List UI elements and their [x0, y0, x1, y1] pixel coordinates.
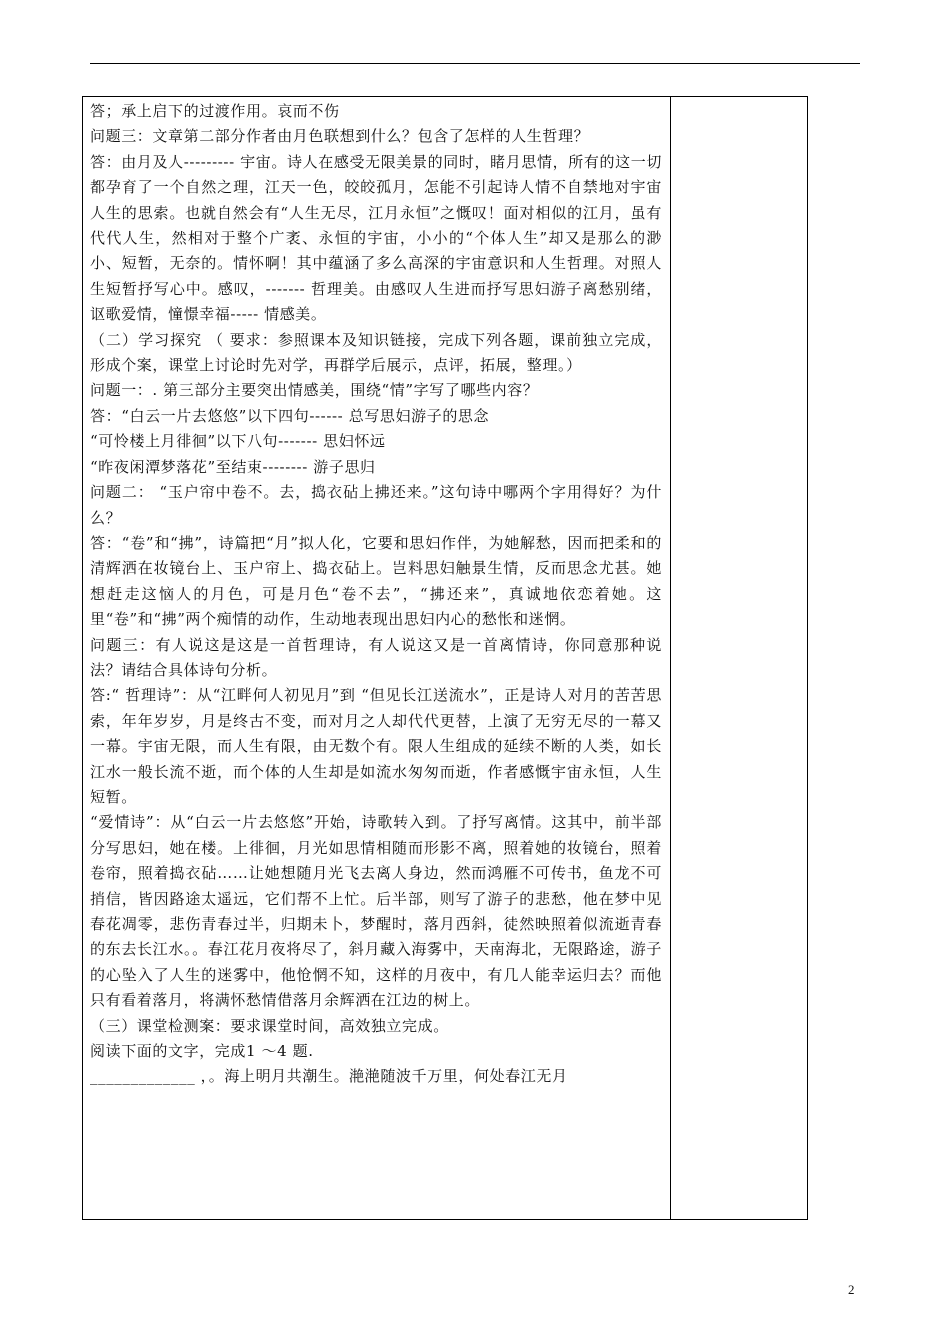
table-cell-content: [90, 99, 662, 1090]
paragraph-answer-line-2: “可怜楼上月徘徊”以下八句------- 思妇怀远: [90, 432, 386, 451]
paragraph-question-two: 问题二： “玉户帘中卷不。去，捣衣砧上拂还来。”这句诗中哪两个字用得好？为什么？: [90, 483, 662, 527]
table-column-divider: [670, 96, 671, 1220]
paragraph-answer-love-poem: “爱情诗”：从“白云一片去悠悠”开始，诗歌转入到。了抒写离情。这其中，前半部分写思妇，她在楼。上徘徊，月光如思情相随而形影不离，照着她的妆镜台，照着卷帘，照着捣衣砧……让她想随月光飞去离人身边，然而鸿雁不可传书，鱼龙不可捎信，皆因路途太遥远，它们帮不上忙。后半部，则写了游子的悲愁，他在梦中见春花凋零，悲伤青春过半，归期未卜，梦醒时，落月西斜，徒然映照着似流逝青春的东去长江水。。春江花月夜将尽了，斜月藏入海雾中，天南海北，无限路途，游子的心坠入了人生的迷雾中，他怆惘不知，这样的月夜中，有几人能幸运归去？而他只有看着落月，将满怀愁情借落月余辉洒在江边的树上。: [90, 813, 662, 1010]
paragraph-answer-juan-fu: 答：“卷”和“拂”，诗篇把“月”拟人化，它要和思妇作伴，为她解愁，因而把柔和的清辉洒在妆镜台上、玉户帘上、捣衣砧上。岂料思妇触景生情，反而思念尤甚。她想赶走这恼人的月色，可是月色“卷不去”，“拂还来”，真诚地依恋着她。这里“卷”和“拂”两个痴情的动作，生动地表现出思妇内心的愁怅和迷惘。: [90, 533, 662, 629]
paragraph-poem-excerpt: _____________ ，。海上明月共潮生。滟滟随波千万里，何处春江无月: [90, 1067, 568, 1086]
page-number: 2: [848, 1282, 855, 1297]
paragraph-section-three-heading: （三）课堂检测案：要求课堂时间，高效独立完成。: [90, 1016, 449, 1035]
paragraph-section-two-heading: （二）学习探究 （ 要求：参照课本及知识链接，完成下列各题，课前独立完成，形成个案，课堂上讨论时先对学，再群学后展示，点评，拓展，整理。）: [90, 330, 662, 375]
paragraph-question-one: 问题一：. 第三部分主要突出情感美，围绕“情”字写了哪些内容？: [90, 381, 539, 400]
paragraph-answer-transition: 答；承上启下的过渡作用。哀而不伤: [90, 102, 340, 120]
paragraph-question-three-b: 问题三：有人说这是这是一首哲理诗，有人说这又是一首离情诗，你同意那种说法？请结合具体诗句分析。: [90, 635, 662, 679]
paragraph-answer-line-3: “昨夜闲潭梦落花”至结束-------- 游子思归: [90, 457, 376, 476]
paragraph-question-three: 问题三：文章第二部分作者由月色联想到什么？包含了怎样的人生哲理？: [90, 127, 590, 146]
paragraph-answer-philosophy: 答:“ 哲理诗”：从“江畔何人初见月”到 “但见长江送流水”，正是诗人对月的苦苦思索，年年岁岁，月是终古不变，而对月之人却代代更替，上演了无穷无尽的一幕又一幕。宇宙无限，而人生有限，由无数个有。限人生组成的延续不断的人类，如长江水一般长流不逝，而个体的人生却是如流水匆匆而逝，作者感慨宇宙永恒，人生短暂。: [90, 686, 662, 806]
paragraph-answer-moon-universe: 答：由月及人--------- 宇宙。诗人在感受无限美景的同时，睹月思情，所有的这一切都孕育了一个自然之理，江天一色，皎皎孤月，怎能不引起诗人情不自禁地对宇宙人生的思索。也就自然会有“人生无尽，江月永恒”之慨叹！面对相似的江月，虽有代代人生，然相对于整个广袤、永恒的宇宙，小小的“个体人生”却又是那么的渺小、短暂，无奈的。情怀啊！其中蕴涵了多么高深的宇宙意识和人生哲理。对照人生短暂抒写心中。感叹，------- 哲理美。由感叹人生进而抒写思妇游子离愁别绪，讴歌爱情，憧憬幸福----- 情感美。: [90, 152, 662, 324]
paragraph-reading-instruction: 阅读下面的文字，完成1 ～4 题.: [90, 1042, 314, 1061]
header-rule: [90, 63, 860, 64]
paragraph-answer-line-1: 答：“白云一片去悠悠”以下四句------ 总写思妇游子的思念: [90, 406, 490, 425]
